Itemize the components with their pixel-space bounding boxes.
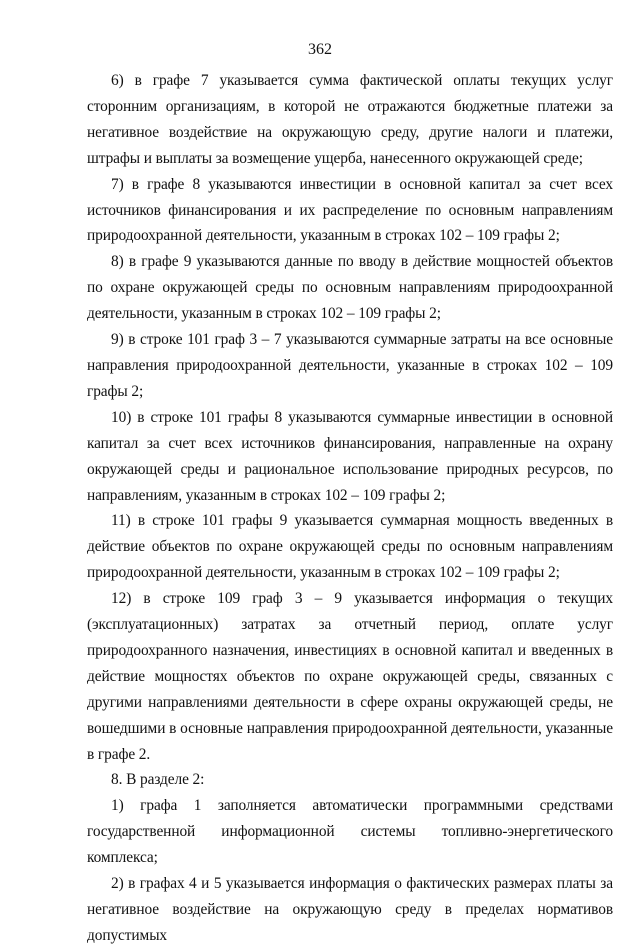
paragraph-item-7: 7) в графе 8 указываются инвестиции в основной капитал за счет всех источников финансирования и их распределение по основным направлениям природоохранной деятельности, указанным в строках 102 – 109 графы 2;: [87, 175, 613, 245]
section2-item-1: 1) графа 1 заполняется автоматически программными средствами государственной информационной системы топливно-энергетического комплекса;: [87, 797, 613, 867]
paragraph-item-6: 6) в графе 7 указывается сумма фактической оплаты текущих услуг сторонним организациям, в которой не отражаются бюджетные платежи за негативное воздействие на окружающую среду, другие налоги и платежи, штрафы и выплаты за возмещение ущерба, нанесенного окружающей среде;: [87, 72, 613, 167]
paragraph-item-10: 10) в строке 101 графы 8 указываются суммарные инвестиции в основной капитал за счет всех источников финансирования, направленные на охрану окружающей среды и рациональное использование природных ресурсов, по направлениям, указанным в строках 102 – 109 графы 2;: [87, 408, 613, 504]
document-body: [87, 68, 613, 949]
paragraph-item-9: 9) в строке 101 граф 3 – 7 указываются суммарные затраты на все основные направления природоохранной деятельности, указанные в строках 102 – 109 графы 2;: [87, 331, 613, 400]
section2-item-2: 2) в графах 4 и 5 указывается информация о фактических размерах платы за негативное воздействие на окружающую среду в пределах нормативов допустимых: [87, 875, 613, 944]
paragraph-item-8: 8) в графе 9 указываются данные по вводу в действие мощностей объектов по охране окружающей среды по основным направлениям природоохранной деятельности, указанным в строках 102 – 109 графы 2;: [87, 253, 613, 323]
page-number: 362: [308, 41, 332, 58]
paragraph-item-11: 11) в строке 101 графы 9 указывается суммарная мощность введенных в действие объектов по охране окружающей среды по основным направлениям природоохранной деятельности, указанным в строках 102 – 109 графы 2;: [87, 512, 613, 582]
section-heading-8: 8. В разделе 2:: [111, 771, 205, 789]
paragraph-item-12: 12) в строке 109 граф 3 – 9 указывается информация о текущих (эксплуатационных) затратах за отчетный период, оплате услуг природоохранного назначения, инвестициях в основной капитал и введенных в действие мощностях объектов по охране окружающей среды, связанных с другими направлениями деятельности в сфере охраны окружающей среды, не вошедшими в основные направления природоохранной деятельности, указанные в графе 2.: [87, 590, 613, 763]
